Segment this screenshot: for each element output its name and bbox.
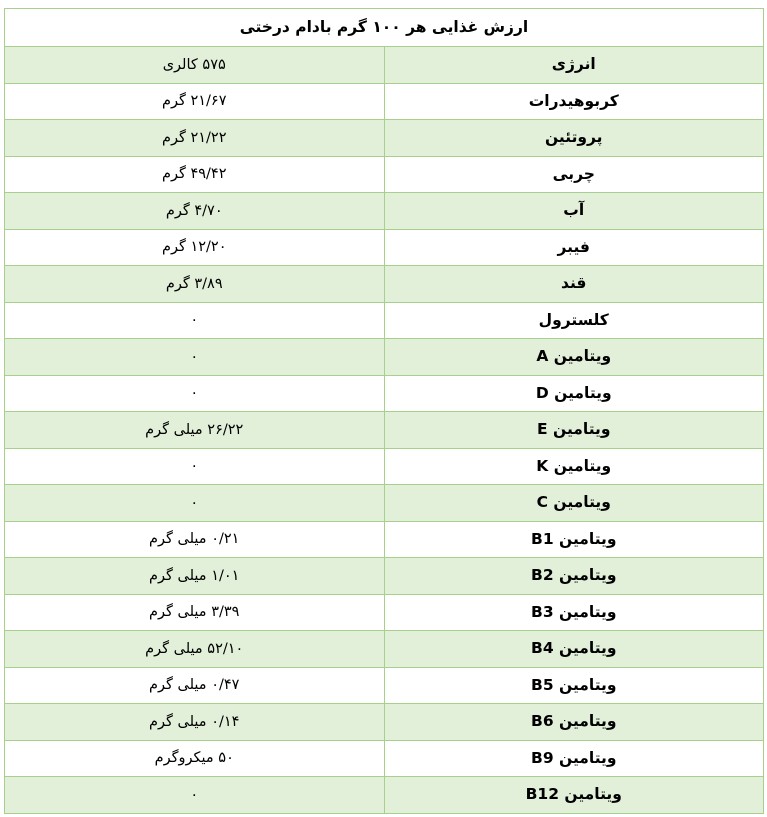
table-row (5, 339, 764, 376)
table-row (5, 485, 764, 522)
table-row (5, 302, 764, 339)
table-row (5, 631, 764, 668)
table-row (5, 229, 764, 266)
nutrient-name: ویتامین C (384, 485, 764, 522)
table-row (5, 156, 764, 193)
nutrient-value: ۰ (5, 448, 385, 485)
nutrient-value: ۰ (5, 302, 385, 339)
nutrient-value: ۱۲/۲۰ گرم (5, 229, 385, 266)
nutrient-value: ۲۱/۲۲ گرم (5, 120, 385, 157)
nutrient-name: ویتامین E (384, 412, 764, 449)
nutrient-value: ۴۹/۴۲ گرم (5, 156, 385, 193)
nutrient-value: ۰/۲۱ میلی گرم (5, 521, 385, 558)
table-row (5, 777, 764, 814)
nutrient-value: ۲۶/۲۲ میلی گرم (5, 412, 385, 449)
table-row (5, 667, 764, 704)
table-row (5, 375, 764, 412)
nutrient-value: ۰ (5, 339, 385, 376)
nutrient-name: ویتامین B9 (384, 740, 764, 777)
table-body (5, 47, 764, 814)
table-row (5, 193, 764, 230)
table-title-row (5, 9, 764, 47)
table-row (5, 448, 764, 485)
nutrient-name: ویتامین B5 (384, 667, 764, 704)
nutrient-value: ۰/۴۷ میلی گرم (5, 667, 385, 704)
nutrient-value: ۴/۷۰ گرم (5, 193, 385, 230)
nutrient-value: ۰ (5, 777, 385, 814)
nutrient-value: ۱/۰۱ میلی گرم (5, 558, 385, 595)
nutrient-name: ویتامین B6 (384, 704, 764, 741)
nutrient-value: ۰ (5, 485, 385, 522)
table-title: ارزش غذایی هر ۱۰۰ گرم بادام درختی (5, 9, 764, 47)
nutrient-name: ویتامین B12 (384, 777, 764, 814)
nutrient-name: ویتامین B3 (384, 594, 764, 631)
nutrient-name: ویتامین B1 (384, 521, 764, 558)
table-row (5, 47, 764, 84)
nutrient-name: پروتئین (384, 120, 764, 157)
nutrient-value: ۵۷۵ کالری (5, 47, 385, 84)
nutrient-value: ۵۰ میکروگرم (5, 740, 385, 777)
nutrient-name: ویتامین K (384, 448, 764, 485)
nutrition-table (4, 8, 764, 814)
table-row (5, 412, 764, 449)
table-row (5, 704, 764, 741)
nutrient-value: ۳/۸۹ گرم (5, 266, 385, 303)
table-row (5, 740, 764, 777)
nutrition-table-container (4, 8, 764, 814)
table-row (5, 120, 764, 157)
nutrient-name: انرژی (384, 47, 764, 84)
nutrient-name: کلسترول (384, 302, 764, 339)
table-row (5, 266, 764, 303)
nutrient-name: قند (384, 266, 764, 303)
nutrient-value: ۰ (5, 375, 385, 412)
nutrient-name: فیبر (384, 229, 764, 266)
table-row (5, 594, 764, 631)
table-row (5, 558, 764, 595)
table-row (5, 83, 764, 120)
nutrient-name: ویتامین A (384, 339, 764, 376)
nutrient-name: ویتامین B2 (384, 558, 764, 595)
nutrient-value: ۵۲/۱۰ میلی گرم (5, 631, 385, 668)
nutrient-name: ویتامین D (384, 375, 764, 412)
table-row (5, 521, 764, 558)
nutrient-name: چربی (384, 156, 764, 193)
nutrient-name: کربوهیدرات (384, 83, 764, 120)
nutrient-value: ۰/۱۴ میلی گرم (5, 704, 385, 741)
nutrient-value: ۲۱/۶۷ گرم (5, 83, 385, 120)
nutrient-name: ویتامین B4 (384, 631, 764, 668)
nutrient-value: ۳/۳۹ میلی گرم (5, 594, 385, 631)
nutrient-name: آب (384, 193, 764, 230)
